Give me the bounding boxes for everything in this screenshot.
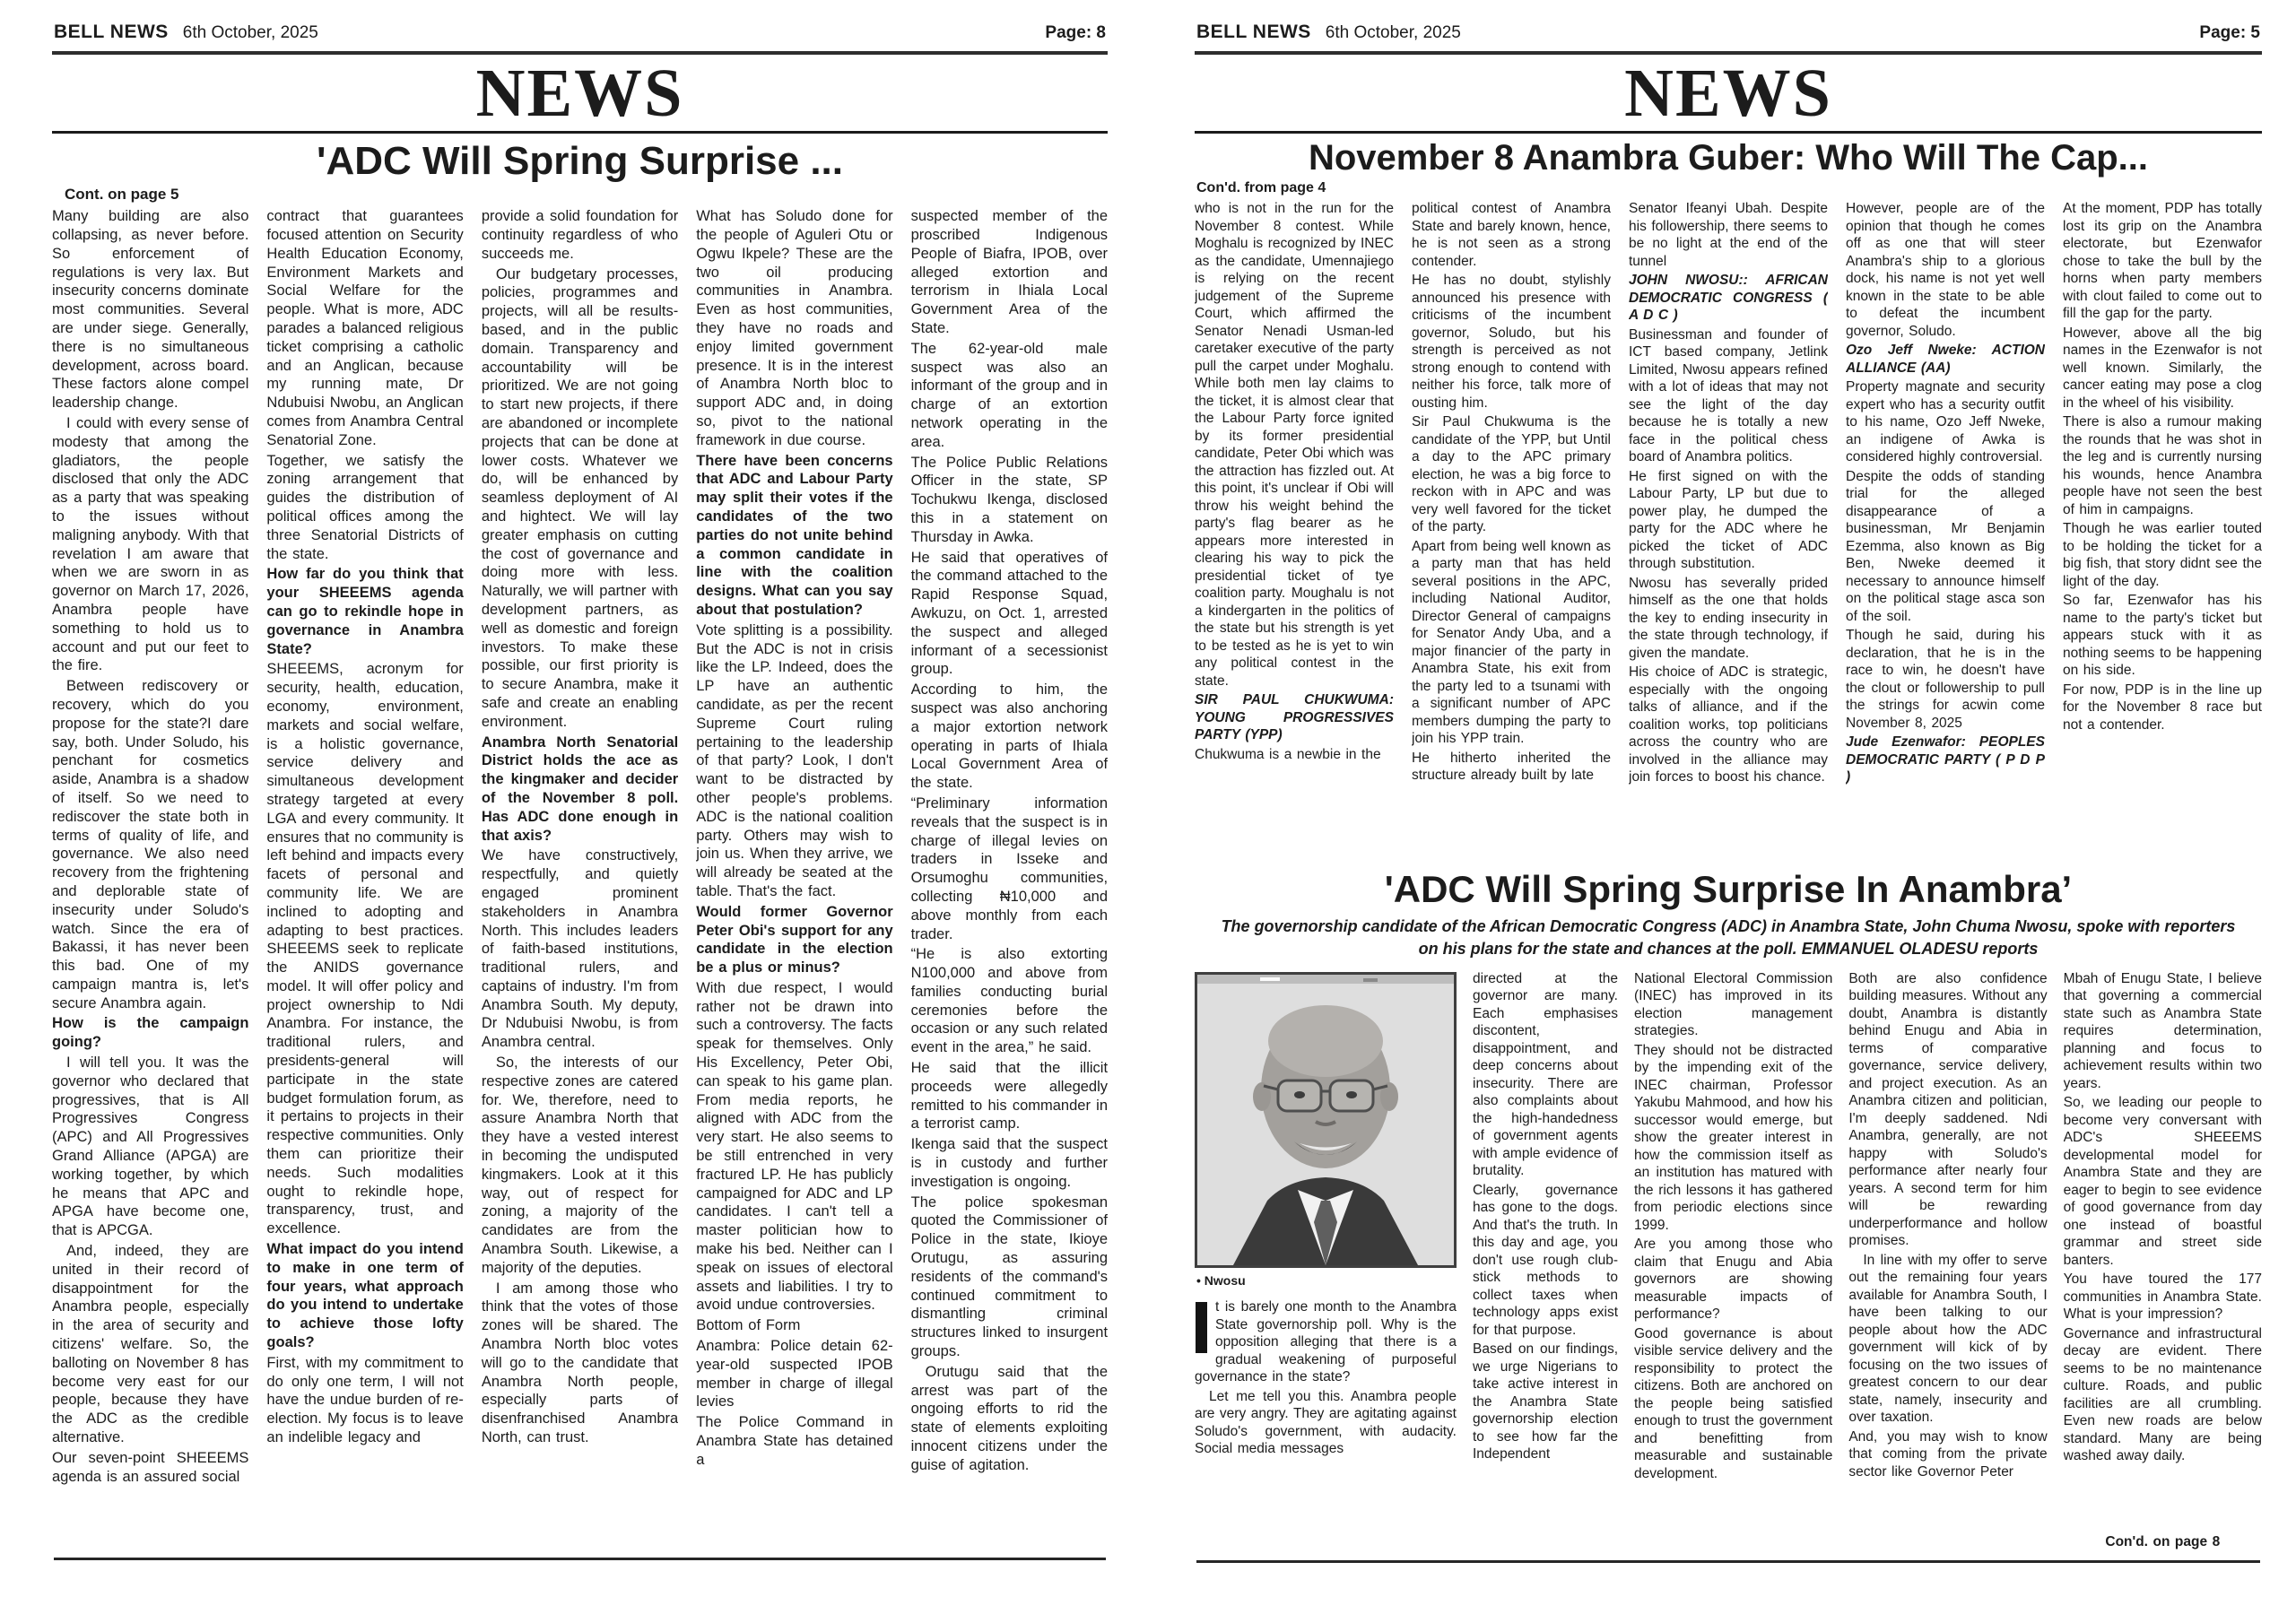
paragraph: With due respect, I would rather not be drawn into such a controversy. The facts speak for themselves. Only His Excellency, Peter Obi, can speak to his game plan. From media reports, he aligned with ADC from the very start. He also seems to be still entrenched in very fractured LP. He has publicly campaigned for ADC and LP candidates. I can't tell a master politician how to make his bed. Neither can I speak on issues of electoral assets and liabilities. I try to avoid undue controversies. xyxy=(696,979,893,1314)
paragraph: At the moment, PDP has totally lost its grip on the Anambra electorate, but Ezenwafor chose to take the bull by the horns when party members with clout failed to come out to fill the gap for the party. xyxy=(2063,201,2262,322)
column xyxy=(1473,970,1618,1553)
column xyxy=(696,207,892,1543)
page-header xyxy=(1195,11,2262,55)
paragraph: I am among those who think that the votes of those zones will be shared. The Anambra North bloc votes will go to the candidate that Anambra North people, especially parts of disenfranchised Anambra North, can trust. xyxy=(481,1280,679,1446)
paragraph: I could with every sense of modesty that among the gladiators, the people disclosed that only the ADC as a party that was speaking to the issues without maligning anybody. With that revelation I am aware that when we are sworn in as governor on March 17, 2026, Anambra people have something to hold us to account and put our feet to the fire. xyxy=(52,414,249,674)
candidate-subhead: Ozo Jeff Nweke: ACTION ALLIANCE (AA) xyxy=(1846,343,2045,376)
paragraph: He first signed on with the Labour Party, LP but due to power play, he dumped the party for the ADC where he picked the ticket of ADC through substitution. xyxy=(1629,468,1828,572)
paragraph: Despite the odds of standing trial for the alleged disappearance of a businessman, Mr Benjamin Ezemma, also known as Big Ben, Nweke deemed it necessary to announce himself on the political stage asca son of the soil. xyxy=(1846,468,2045,624)
paragraph: suspected member of the proscribed Indigenous People of Biafra, IPOB, over alleged extortion and terrorism in Ihiala Local Government Area of the State. xyxy=(910,208,1109,336)
column xyxy=(482,207,678,1543)
paragraph: He has no doubt, stylishly announced his presence with criticisms of the incumbent governor, Soludo, but his strength is perceived as not strong enough to contend with neither his force, talk more of ousting him. xyxy=(1412,273,1611,411)
paragraph: political contest of Anambra State and barely known, hence, he is not seen as a strong contender. xyxy=(1412,201,1611,269)
article-columns xyxy=(1195,200,2262,864)
paragraph: So, the interests of our respective zones are catered for. We, therefore, need to assure Anambra North that they have a vested interest in becoming the undisputed kingmakers. Look at it this way, out of respect for zoning, a majority of the candidates are from the Anambra South. Likewise, a majority of the deputies. xyxy=(481,1055,679,1276)
section-title: NEWS xyxy=(1195,55,2262,134)
question-subhead: There have been concerns that ADC and Labour Party may split their votes if the candidates of the two parties do not unite behind a common candidate in line with the coalition designs. What can you say about that postulation? xyxy=(696,452,893,618)
paragraph: So, we leading our people to become very conversant with ADC's SHEEEMS developmental model for Anambra State and they are eager to begin to see evidence of good governance from day one instead of boastful grammar and street side banters. xyxy=(2063,1095,2262,1268)
paragraph: t is barely one month to the Anambra State governorship poll. Why is the opposition alleging that there is a gradual weakening of purposeful governance in the state? xyxy=(1195,1299,1457,1385)
bottom-rule xyxy=(1196,1560,2260,1563)
photo-column xyxy=(1195,970,1457,1553)
paragraph: However, people are of the opinion that though he comes off as one that will steer Anambra's ship to a glorious dock, his name is not yet well known in the state to be able to defeat the incumbent governor, Soludo. xyxy=(1846,201,2045,339)
article-columns xyxy=(52,207,1108,1543)
paragraph: Though he was earlier touted to be holding the ticket for a big fish, that story didnt see the light of the day. xyxy=(2063,521,2262,589)
paragraph: Ikenga said that the suspect is in custody and further investigation is ongoing. xyxy=(910,1136,1109,1190)
paragraph: We have constructively, respectfully, and quietly engaged prominent stakeholders in Anambra North. This includes leaders of faith-based institutions, traditional rulers, and captains of industry. I'm from Anambra South. My deputy, Dr Ndubuisi Nwobu, is from Anambra central. xyxy=(481,847,679,1051)
paragraph: Let me tell you this. Anambra people are very angry. They are agitating against Soludo's government, with audacity. Social media messages xyxy=(1195,1388,1457,1457)
paragraph: What has Soludo done for the people of Aguleri Otu or Ogwu Ikpele? These are the two oil producing communities in Anambra. Even as host communities, they have no roads and enjoy limited government presence. It is in the interest of Anambra North bloc to support ADC and, in doing so, pivot to the national framework in due course. xyxy=(696,208,893,448)
paragraph: Bottom of Form xyxy=(696,1317,801,1334)
column xyxy=(2064,970,2262,1553)
issue-date: 6th October, 2025 xyxy=(1325,23,1461,42)
paragraph: Together, we satisfy the zoning arrangement that guides the distribution of political offices among the three Senatorial Districts of the state. xyxy=(266,452,464,562)
paragraph: In line with my offer to serve out the remaining four years available for Anambra South, I have been talking to our people about how the ADC government will kick of by focusing on the two issues of greatest concern to our dear state, namely, insecurity and over taxation. xyxy=(1848,1252,2048,1426)
drop-cap xyxy=(1196,1302,1207,1353)
paragraph: “He is also extorting N100,000 and above from families conducting burial ceremonies before the occasion or any such related event in the area,” he said. xyxy=(910,946,1109,1056)
paragraph: Apart from being well known as a party man that has held several positions in the APC, including National Auditor, Director General of campaigns for Senator Andy Uba, and a major financier of the party in Anambra State, his exit from the party led to a tsunami with a significant number of APC members dumping the party to join his YPP train. xyxy=(1412,538,1611,747)
page-header xyxy=(52,11,1108,55)
paragraph: National Electoral Commission (INEC) has improved in its election management strategies. xyxy=(1634,970,1833,1039)
paragraph: “Preliminary information reveals that the suspect is in charge of illegal levies on traders in Isseke and Orsumoghu communities, collecting ₦10,000 and above monthly from each trader. xyxy=(910,794,1109,942)
column xyxy=(1846,200,2045,864)
paragraph: And, you may wish to know that coming from the private sector like Governor Peter xyxy=(1848,1428,2048,1480)
paragraph: So far, Ezenwafor has his name to the party's ticket but appears stuck with it as nothing seems to be happening on his side. xyxy=(2063,593,2262,679)
paragraph: directed at the governor are many. Each emphasises discontent, disappointment, and deep concerns about insecurity. There are also complaints about the high-handedness of government agents with ample evidence of brutality. xyxy=(1473,970,1618,1179)
paragraph: Property magnate and security expert who has a security outfit to his name, Ozo Jeff Nweke, an indigene of Awka is considered highly controversial. xyxy=(1846,379,2045,465)
paragraph: Mbah of Enugu State, I believe that governing a commercial state such as Anambra State requires determination, planning and focus to achievement results within two years. xyxy=(2063,970,2262,1091)
paragraph: Senator Ifeanyi Ubah. Despite his followership, there seems to be no light at the end of the tunnel xyxy=(1629,201,1828,269)
paragraph: His choice of ADC is strategic, especially with the ongoing talks of alliance, and if the coalition works, top politicians across the country who are involved in the alliance may join forces to boost his chance. xyxy=(1629,664,1828,785)
paragraph: However, above all the big names in the Ezenwafor is not well known. Similarly, the cancer eating may pose a clog in the wheel of his visibility. xyxy=(2063,325,2262,411)
candidate-subhead: SIR PAUL CHUKWUMA: YOUNG PROGRESSIVES PARTY (YPP) xyxy=(1195,692,1394,743)
paragraph: Many building are also collapsing, as never before. So enforcement of regulations is very lax. But insecurity concerns dominate most communities. Several are under siege. Generally, there is no simultaneous development, across board. These factors alone compel leadership change. xyxy=(52,208,249,412)
bottom-article-columns xyxy=(1195,970,2262,1553)
paragraph: The Police Public Relations Officer in the state, SP Tochukwu Ikenga, disclosed this in a statement on Thursday in Awka. xyxy=(910,454,1109,545)
paragraph: There is also a rumour making the rounds that he was shot in the leg and is currently nursing his wounds, hence Anambra people have not seen the best of him in campaigns. xyxy=(2063,414,2262,517)
question-subhead: How is the campaign going? xyxy=(52,1015,249,1051)
paragraph: The police spokesman quoted the Commissioner of Police in the state, Ikioye Orutugu, as assuring residents of the command's continued commitment to dismantling criminal structures linked to insurgent groups. xyxy=(910,1193,1109,1360)
photo-column-text xyxy=(1195,1298,1457,1460)
page-number: Page: 5 xyxy=(2199,23,2260,42)
column xyxy=(1848,970,2047,1553)
paragraph: Governance and infrastructural decay are evident. There seems to be no maintenance culture. Roads, and public facilities are all crumbling. Even new roads are below standard. Many are being washed away daily. xyxy=(2063,1325,2262,1464)
article-headline: 'ADC Will Spring Surprise ... xyxy=(316,139,844,184)
paragraph: Between rediscovery or recovery, which do you propose for the state?I dare say, both. Under Soludo, his penchant for cosmetics aside, Anambra is a shadow of itself. So we need to rediscover the state both in terms of quality of life, and governance. We also need recovery from the frightening and deplorable state of insecurity under Soludo's watch. Since the era of Bakassi, it has never been this bad. One of my campaign mantra is, let's secure Anambra again. xyxy=(52,678,249,1011)
paragraph: Vote splitting is a possibility. But the ADC is not in crisis like the LP. Indeed, does the LP have an authentic candidate, as per the recent Supreme Court ruling pertaining to the leadership of that party? Look, I don't want to be distracted by other people's problems. ADC is the national coalition party. Others may wish to join us. When they arrive, we will already be seated at the table. That's the fact. xyxy=(696,621,893,899)
paragraph: Clearly, governance has gone to the dogs. And that's the truth. In this day and age, you don't use rough club-stick methods to collect taxes when technology apps exist for that purpose. xyxy=(1473,1182,1618,1338)
column xyxy=(1195,200,1394,864)
newspaper-brand: BELL NEWS xyxy=(1196,22,1311,42)
paragraph: Businessman and founder of ICT based company, Jetlink Limited, Nwosu appears refined with a lot of ideas that may not see the light of the day because he is totally a new face in the political chess board of Anambra politics. xyxy=(1629,326,1828,465)
candidate-subhead: JOHN NWOSU:: AFRICAN DEMOCRATIC CONGRESS ( A D C ) xyxy=(1629,273,1828,324)
bottom-rule xyxy=(54,1558,1106,1560)
column xyxy=(2063,200,2262,864)
paragraph: who is not in the run for the November 8 contest. While Moghalu is recognized by INEC as the candidate, Umennajiego is relying on the recent judgement of the Supreme Court, which affirmed the Senator Nenadi Usman-led caretaker executive of the party pull the carpet under Moghalu. While both men lay claims to the ticket, it is almost clear that the Labour Party force ignited by its former presidential candidate, Peter Obi which was the attraction has fizzled out. At this point, it's unclear if Obi will throw his weight behind the party's flag bearer as he appears more interested in clearing his way to pick the presidential ticket of tye coalition party. Moughalu is not a kindergarten in the politics of the state but his strength is yet to be tested as he is yet to win any political contest in the state. xyxy=(1195,201,1394,689)
paragraph: First, with my commitment to do only one term, I will not have the undue burden of re-election. My focus is to leave an indelible legacy and xyxy=(266,1354,464,1446)
paragraph: Nwosu has severally prided himself as the one that holds the key to ending insecurity in the state through technology, if given the mandate. xyxy=(1629,575,1828,661)
photo-caption: • Nwosu xyxy=(1196,1272,1246,1288)
paragraph: You have toured the 177 communities in Anambra State. What is your impression? xyxy=(2063,1271,2262,1323)
paragraph: Both are also confidence building measures. Without any doubt, Anambra is distantly behind Enugu and Abia in terms of comparative governance, service delivery, and project execution. As an Anambra citizen and politician, I'm deeply saddened. Ndi Anambra, generally, are not happy with Soludo's performance after nearly four years. A second term for him will be rewarding underperformance and hollow promises. xyxy=(1848,970,2048,1249)
candidate-subhead: Jude Ezenwafor: PEOPLES DEMOCRATIC PARTY ( P D P ) xyxy=(1846,734,2045,785)
paragraph: Sir Paul Chukwuma is the candidate of the YPP, but Until a day to the APC primary election, he was a big force to reckon with in APC and was very well favored for the ticket of the party. xyxy=(1412,414,1611,535)
question-subhead: Anambra North Senatorial District holds the ace as the kingmaker and decider of the November 8 poll. Has ADC done enough in that axis? xyxy=(481,733,679,844)
paragraph: He said that the illicit proceeds were allegedly remitted to his commander in a terrorist camp. xyxy=(910,1060,1109,1133)
paragraph: He said that operatives of the command attached to the Rapid Response Squad, Awkuzu, on Oct. 1, arrested the suspect and alleged informant of a secessionist group. xyxy=(910,549,1109,678)
paragraph: Anambra: Police detain 62-year-old suspected IPOB member in charge of illegal levies xyxy=(696,1338,893,1410)
paragraph: They should not be distracted by the impending exit of the INEC chairman, Professor Yakubu Mahmood, and how his successor would emerge, but show the greater interest in how the commission itself as an institution has matured with the rich lessons it has gathered from periodic elections since 1999. xyxy=(1634,1042,1833,1233)
column xyxy=(52,207,248,1543)
question-subhead: What impact do you intend to make in one term of four years, what approach do you intend to undertake to achieve those lofty goals? xyxy=(266,1241,464,1351)
article-headline: November 8 Anambra Guber: Who Will The Cap... xyxy=(1308,138,2149,178)
continuation-note: Con'd. from page 4 xyxy=(1196,180,1326,196)
paragraph: provide a solid foundation for continuity regardless of who succeeds me. xyxy=(481,208,679,262)
column xyxy=(911,207,1108,1543)
column xyxy=(1634,970,1832,1553)
issue-date: 6th October, 2025 xyxy=(182,23,318,42)
standfirst: The governorship candidate of the African Democratic Congress (ADC) in Anambra State, John Chuma Nwosu, spoke with reporters on his plans for the state and chances at the poll. EMMANUEL OLADESU reports xyxy=(1221,917,2236,958)
column xyxy=(1412,200,1611,864)
paragraph: The 62-year-old male suspect was also an informant of the group and in charge of an extortion network operating in the area. xyxy=(910,340,1109,450)
paragraph: I will tell you. It was the governor who declared that progressives, that is All Progressives Congress (APC) and All Progressives Grand Alliance (APGA) are working together, by which he means that APC and APGA have become one, that is APCGA. xyxy=(52,1055,249,1239)
paragraph: Based on our findings, we urge Nigerians to take active interest in the Anambra State governorship election to see how far the Independent xyxy=(1473,1341,1618,1462)
bottom-article-headline: 'ADC Will Spring Surprise In Anambra’ xyxy=(1384,868,2073,911)
column xyxy=(266,207,463,1543)
page-right xyxy=(1148,0,2296,1623)
paragraph: Orutugu said that the arrest was part of the ongoing efforts to rid the state of elements exploiting innocent citizens under the guise of agitation. xyxy=(910,1363,1109,1473)
column xyxy=(1629,200,1828,864)
section-title: NEWS xyxy=(52,55,1108,134)
paragraph: Our seven-point SHEEEMS agenda is an assured social xyxy=(52,1449,249,1485)
paragraph: He hitherto inherited the structure already built by late xyxy=(1412,750,1611,784)
portrait-photo xyxy=(1195,972,1457,1268)
paragraph: The Police Command in Anambra State has detained a xyxy=(696,1414,893,1468)
paragraph: contract that guarantees focused attention on Security Health Education Economy, Environment Markets and Social Welfare for the people. What is more, ADC parades a balanced religious ticket comprising a catholic and an Anglican, because my running mate, Dr Ndubuisi Nwobu, an Anglican comes from Anambra Central Senatorial Zone. xyxy=(266,208,464,448)
question-subhead: Would former Governor Peter Obi's support for any candidate in the election be a plus or minus? xyxy=(696,903,893,976)
paragraph: Good governance is about visible service delivery and the responsibility to protect the citizens. Both are anchored on the people being satisfied enough to trust the government and benefitting from measurable and sustainable development. xyxy=(1634,1325,1833,1481)
continuation-note: Cont. on page 5 xyxy=(65,186,179,204)
newspaper-brand: BELL NEWS xyxy=(54,22,169,42)
paragraph: According to him, the suspect was also anchoring a major extortion network operating in parts of Ihiala Local Government Area of the state. xyxy=(910,681,1109,792)
paragraph: Though he said, during his declaration, that he is in the race to win, he doesn't have the clout or followership to pull the strings for acwin come November 8, 2025 xyxy=(1846,628,2045,731)
paragraph: SHEEEMS, acronym for security, health, education, economy, environment, markets and social welfare, is a holistic governance, service delivery and simultaneous development strategy targeted at every LGA and every community. It ensures that no community is left behind and impacts every facets of personal and community life. We are inclined to adopting and adapting to best practices. SHEEEMS seek to replicate the ANIDS governance model. It will offer policy and project ownership to Ndi Anambra. For instance, the traditional rulers, and presidents-general will participate in the state budget formulation forum, as it pertains to projects in their respective communities. Only them can prioritize their needs. Such modalities ought to rekindle hope, transparency, trust, and excellence. xyxy=(266,661,464,1237)
question-subhead: How far do you think that your SHEEEMS agenda can go to rekindle hope in governance in Anambra State? xyxy=(266,566,464,657)
page-number: Page: 8 xyxy=(1045,23,1106,42)
paragraph: Chukwuma is a newbie in the xyxy=(1195,746,1381,762)
paragraph: And, indeed, they are united in their record of disappointment for the Anambra people, especially in the area of security and citizens' welfare. So, the balloting on November 8 has become very east for our people, because they have the ADC as the credible alternative. xyxy=(52,1243,249,1446)
paragraph: Are you among those who claim that Enugu and Abia governors are showing measurable impacts of performance? xyxy=(1634,1237,1833,1323)
continuation-note: Con'd. on page 8 xyxy=(2105,1534,2221,1550)
paragraph: For now, PDP is in the line up for the November 8 race but not a contender. xyxy=(2063,681,2262,733)
paragraph: Our budgetary processes, policies, programmes and projects, will all be results-based, and in the public domain. Transparency and accountability will be prioritized. We are not going to start new projects, if there are abandoned or incomplete projects that can be done at lower costs. Whatever we do, will be enhanced by seamless deployment of AI and hightect. We will lay greater emphasis on cutting the cost of governance and doing more with less. Naturally, we will partner with development partners, as well as domestic and foreign investors. To make these possible, our first priority is to secure Anambra, make it safe and create an enabling environment. xyxy=(481,265,679,730)
